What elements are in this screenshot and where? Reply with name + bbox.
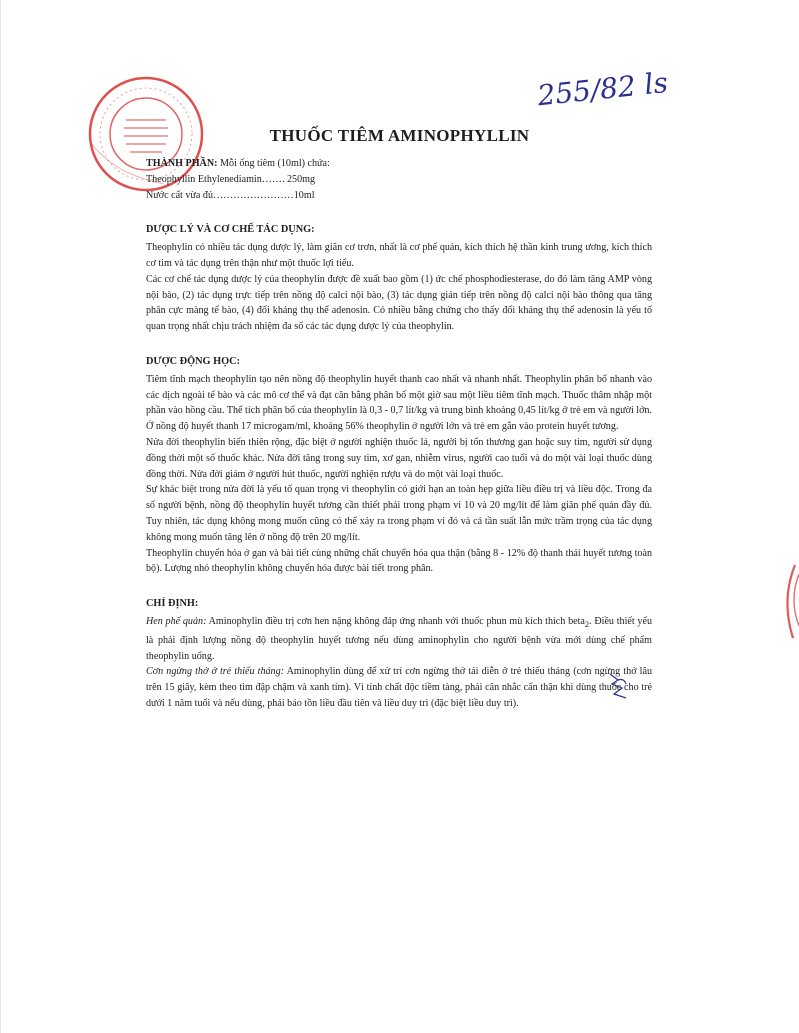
indication-apnea-label: Cơn ngừng thở ở trẻ thiếu tháng:: [146, 666, 285, 678]
indication-asthma-subscript: 2: [584, 619, 590, 629]
indication-asthma-text-a: Aminophylin điều trị cơn hen nặng không đáp ứng nhanh với thuốc phun mù kích thích beta: [206, 615, 585, 627]
pharmacology-heading: DƯỢC LÝ VÀ CƠ CHẾ TÁC DỤNG:: [146, 224, 315, 236]
pharmacokinetics-paragraph-3: Sự khác biệt trong nửa đời là yếu tố quan trọng vì theophylin có giới hạn an toàn hẹp giữa liều điều trị và liều độc. Trong đa số người bệnh, nồng độ theophylin huyết tương cần thiết phải trong phạm vi 10 và 20 mg/lít để làm giãn phế quản đầy đủ. Tuy nhiên, tác dụng không mong muốn cũng có thể xảy ra trong phạm vi đó và cả tần suất lẫn mức trầm trọng của tác dụng không mong muốn tăng lên ở nồng độ trên 20 mg/lít.: [146, 484, 652, 543]
pharmacokinetics-paragraph-4: Theophylin chuyển hóa ở gan và bài tiết cùng những chất chuyển hóa qua thận (bằng 8 - 12% độ thanh thải huyết tương toàn bộ). Lượng nhỏ theophylin không chuyển hóa được bài tiết trong phân.: [146, 547, 652, 575]
document-body: [146, 156, 652, 712]
pharmacology-paragraph-1: Theophylin có nhiều tác dụng dược lý, làm giãn cơ trơn, nhất là cơ phế quản, kích thích hệ thần kinh trung ương, kích thích cơ tim và tác dụng trên thận như một thuốc lợi tiểu.: [146, 242, 652, 269]
indication-apnea: [146, 664, 652, 711]
pharmacokinetics-paragraph-1: Tiêm tĩnh mạch theophylin tạo nên nồng độ theophylin huyết thanh cao nhất và nhanh nhất. Theophylin phân bố nhanh vào các dịch ngoài tế bào và các mô cơ thể và đạt cân bằng phân bố một giờ sau một liều tiêm tĩnh mạch. Thuốc thâm nhập một phần vào hồng cầu. Thể tích phân bố của theophylin là 0,3 - 0,7 lít/kg và trung bình khoảng 0,45 lít/kg ở trẻ em và người lớn. Ở nồng độ huyết thanh 17 microgam/ml, khoảng 56% theophylin ở người lớn và trẻ em gắn vào protein huyết tương.: [146, 373, 652, 433]
composition-line-1: Theophyllin Ethylenediamin……. 250mg: [146, 173, 316, 185]
composition-intro: [146, 156, 652, 172]
indications-heading: CHỈ ĐỊNH:: [146, 598, 199, 610]
composition-label: THÀNH PHẦN:: [146, 158, 218, 169]
document-title: THUỐC TIÊM AMINOPHYLLIN: [269, 126, 530, 145]
pharmacokinetics-heading: DƯỢC ĐỘNG HỌC:: [146, 355, 240, 367]
indication-asthma: [146, 614, 652, 664]
composition-intro-text: Mỗi ống tiêm (10ml) chứa:: [220, 158, 330, 169]
indication-asthma-label: Hen phế quản:: [146, 615, 207, 627]
pharmacology-paragraph-2: Các cơ chế tác dụng dược lý của theophylin được đề xuất bao gồm (1) ức chế phosphodiesterase, do đó làm tăng AMP vòng nội bào, (2) tác dụng trực tiếp trên nồng độ calci nội bào, (3) tác dụng gián tiếp trên nồng độ calci nội bào thông qua tăng phân cực màng tế bào, (4) đối kháng thụ thể adenosin. Có nhiều bằng chứng cho thấy đối kháng thụ thể adenosin là yếu tố quan trọng nhất chịu trách nhiệm đa số các tác dụng dược lý của theophylin.: [146, 273, 652, 333]
composition-section: [146, 156, 652, 203]
stamp-edge-fragment: [775, 560, 799, 640]
pharmacokinetics-paragraph-2: Nửa đời theophylin biến thiên rộng, đặc biệt ở người nghiện thuốc lá, người bị tổn thương gan hoặc suy tim, người sử dụng đồng thời một số thuốc khác. Nửa đời tăng trong suy tim, xơ gan, nhiễm virus, người cao tuổi và do một vài loại thuốc dùng đồng thời. Nửa đời giảm ở người hút thuốc, người nghiện rượu và do một vài loại thuốc.: [146, 436, 652, 480]
indication-asthma-text-b: . Điều thiết yếu là phải định lượng nồng độ theophylin huyết tương nếu dùng aminophylin cho người bệnh vừa mới dùng chế phẩm theophylin uống.: [146, 615, 652, 662]
composition-line-2: Nước cất vừa đủ……………………10ml: [146, 189, 315, 201]
indication-apnea-text: Aminophylin dùng để xử trí cơn ngừng thở tái diễn ở trẻ thiếu tháng (cơn ngừng thở lâu trên 15 giây, kèm theo tim đập chậm và xanh tím). Vì tính chất độc tiềm tàng, phải cân nhắc cẩn thận khi dùng thuốc cho trẻ dưới 1 năm tuổi và nếu dùng, phải bảo tồn liều đầu tiên và liều duy trì (đặc biệt liều duy trì).: [146, 666, 653, 709]
handwritten-note: 255/82 ls: [535, 65, 670, 113]
